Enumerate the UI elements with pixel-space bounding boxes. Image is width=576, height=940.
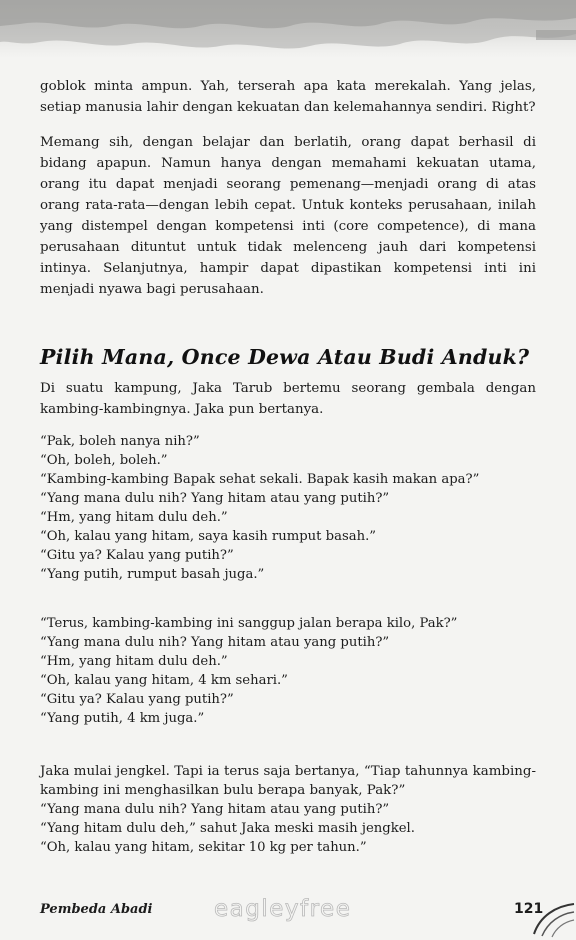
dialog-line: “Terus, kambing-kambing ini sanggup jalan berapa kilo, Pak?” — [40, 616, 458, 631]
dialog-line: “Yang putih, 4 km juga.” — [40, 711, 205, 726]
dialog-line: “Gitu ya? Kalau yang putih?” — [40, 548, 234, 563]
paragraph-1: goblok minta ampun. Yah, terserah apa kata merekalah. Yang jelas, setiap manusia lahir dengan kekuatan dan kelemahannya sendiri. Right? — [40, 79, 536, 115]
dialog-block-3 — [40, 800, 540, 857]
section-heading: Pilih Mana, Once Dewa Atau Budi Anduk? — [40, 345, 530, 369]
paragraph-2: Memang sih, dengan belajar dan berlatih, orang dapat berhasil di bidang apapun. Namun hanya dengan memahami kekuatan utama, orang itu dapat menjadi seorang pemenang—menjadi orang di atas orang rata-rata—dengan lebih cepat. Untuk konteks perusahaan, inilah yang distempel dengan kompetensi inti (core competence), di mana perusahaan dituntut untuk tidak melenceng jauh dari kompetensi intinya. Selanjutnya, hampir dapat dipastikan kompetensi inti ini menjadi nyawa bagi perusahaan. — [40, 135, 536, 297]
intro-paragraph — [40, 378, 536, 420]
dialog-block-1 — [40, 432, 540, 584]
footer-watermark: eagleyfree — [214, 896, 352, 922]
dialog-line: “Yang mana dulu nih? Yang hitam atau yang putih?” — [40, 802, 390, 817]
dialog-line: “Yang mana dulu nih? Yang hitam atau yang putih?” — [40, 635, 390, 650]
footer-book-title: Pembeda Abadi — [40, 902, 153, 917]
dialog-line: “Yang mana dulu nih? Yang hitam atau yang putih?” — [40, 491, 390, 506]
dialog-line: “Pak, boleh nanya nih?” — [40, 434, 200, 449]
dialog-line: “Kambing-kambing Bapak sehat sekali. Bapak kasih makan apa?” — [40, 472, 480, 487]
dialog-line: “Hm, yang hitam dulu deh.” — [40, 510, 228, 525]
page-number: 121 — [514, 901, 544, 917]
dialog-line: “Yang hitam dulu deh,” sahut Jaka meski masih jengkel. — [40, 821, 415, 836]
corner-swirl-icon — [530, 898, 576, 938]
dialog-line: “Oh, kalau yang hitam, 4 km sehari.” — [40, 673, 288, 688]
intro-text: Di suatu kampung, Jaka Tarub bertemu seorang gembala dengan kambing-kambingnya. Jaka pun bertanya. — [40, 381, 536, 417]
dialog-line: “Gitu ya? Kalau yang putih?” — [40, 692, 234, 707]
closing-paragraph — [40, 762, 536, 800]
brush-texture-icon — [0, 0, 576, 58]
dialog-line: “Oh, kalau yang hitam, saya kasih rumput basah.” — [40, 529, 376, 544]
body-text-top — [40, 76, 536, 300]
dialog-line: “Oh, boleh, boleh.” — [40, 453, 168, 468]
top-decorative-band — [0, 0, 576, 58]
dialog-line: “Oh, kalau yang hitam, sekitar 10 kg per tahun.” — [40, 840, 367, 855]
dialog-line: “Hm, yang hitam dulu deh.” — [40, 654, 228, 669]
dialog-line: “Yang putih, rumput basah juga.” — [40, 567, 265, 582]
closing-text: Jaka mulai jengkel. Tapi ia terus saja bertanya, “Tiap tahunnya kambing-kambing ini menghasilkan bulu berapa banyak, Pak?” — [40, 764, 536, 798]
dialog-block-2 — [40, 614, 540, 728]
